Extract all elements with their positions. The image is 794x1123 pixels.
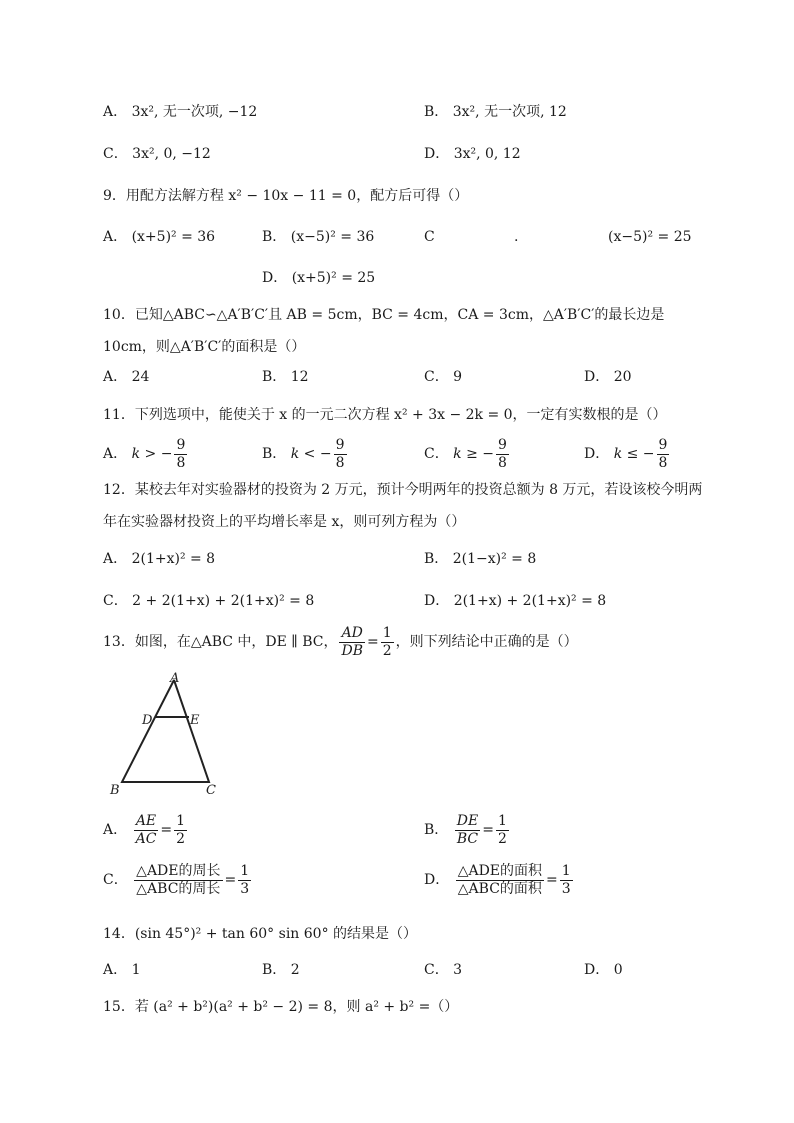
q14-stem: 14．(sin 45°)² + tan 60° sin 60° 的结果是（） xyxy=(103,926,418,942)
triangle-figure xyxy=(106,670,226,804)
triangle-outline xyxy=(122,680,209,782)
q11-option-a: A． k > − $\frac{9}{8}$ xyxy=(103,436,186,471)
q9-stem: 9．用配方法解方程 x² − 10x − 11 = 0，配方后可得（） xyxy=(103,188,469,204)
q9-option-a: A． (x+5)² = 36 xyxy=(103,229,216,245)
q11-stem: 11．下列选项中，能使关于 x 的一元二次方程 x² + 3x − 2k = 0，一定有实数根的是（） xyxy=(103,407,667,423)
q13-stem-fraction: $\frac{AD}{DB}$ xyxy=(341,624,363,659)
q8-option-d: D． 3x², 0, 12 xyxy=(424,146,521,162)
q11-fraction-d: $\frac{9}{8}$ xyxy=(658,436,668,471)
q11-option-c: C． k ≥ − $\frac{9}{8}$ xyxy=(424,436,507,471)
q13-option-c: C． $\frac{\text{△ADE的周长}}{\text{△ABC的周长}}$ = $\frac{1}{3}$ xyxy=(103,862,250,897)
q11-fraction-b: $\frac{9}{8}$ xyxy=(335,436,345,471)
q14-option-b: B． 2 xyxy=(262,962,300,978)
q13-stem: 13．如图，在△ABC 中，DE ∥ BC， $\frac{AD}{DB}$ = $\frac{1}{2}$ ，则下列结论中正确的是（） xyxy=(103,624,578,659)
q10-stem-line2: 10cm，则△A′B′C′的面积是（） xyxy=(103,339,306,355)
q12-option-d: D． 2(1+x) + 2(1+x)² = 8 xyxy=(424,593,607,609)
label-vertex-c: C xyxy=(206,783,216,798)
q10-option-a: A． 24 xyxy=(103,369,150,385)
q11-fraction-c: $\frac{9}{8}$ xyxy=(498,436,507,471)
q14-option-d: D． 0 xyxy=(584,962,623,978)
q9-option-d: D． (x+5)² = 25 xyxy=(262,270,376,286)
q9-option-c-dot: . xyxy=(514,229,519,245)
q12-option-b: B． 2(1−x)² = 8 xyxy=(424,551,537,567)
q10-option-d: D． 20 xyxy=(584,369,632,385)
q9-option-c: (x−5)² = 25 xyxy=(608,229,692,245)
q9-option-b: B． (x−5)² = 36 xyxy=(262,229,375,245)
q11-option-d: D． k ≤ − $\frac{9}{8}$ xyxy=(584,436,668,471)
q14-option-a: A． 1 xyxy=(103,962,141,978)
q12-option-c: C． 2 + 2(1+x) + 2(1+x)² = 8 xyxy=(103,593,315,609)
q14-option-c: C． 3 xyxy=(424,962,463,978)
q13-option-a: A． $\frac{AE}{AC}$ = $\frac{1}{2}$ xyxy=(103,812,186,847)
q15-stem: 15．若 (a² + b²)(a² + b² − 2) = 8，则 a² + b² =（） xyxy=(103,999,459,1015)
label-vertex-b: B xyxy=(110,783,120,798)
q10-stem-line1: 10．已知△ABC∽△A′B′C′且 AB = 5cm，BC = 4cm，CA = 3cm，△A′B′C′的最长边是 xyxy=(103,307,665,323)
q8-option-c: C． 3x², 0, −12 xyxy=(103,146,211,162)
q11-fraction-a: $\frac{9}{8}$ xyxy=(176,436,186,471)
q13-stem-ratio: $\frac{1}{2}$ xyxy=(382,624,392,659)
q10-option-b: B． 12 xyxy=(262,369,309,385)
q10-option-c: C． 9 xyxy=(424,369,463,385)
label-point-d: D xyxy=(142,713,153,728)
q9-option-c-label: C xyxy=(424,229,435,245)
label-point-e: E xyxy=(190,713,200,728)
q13-option-d: D． $\frac{\text{△ADE的面积}}{\text{△ABC的面积}}$ = $\frac{1}{3}$ xyxy=(424,862,571,897)
q8-option-a: A． 3x², 无一次项, −12 xyxy=(103,104,258,120)
q8-option-b: B． 3x², 无一次项, 12 xyxy=(424,104,567,120)
q12-stem-line2: 年在实验器材投资上的平均增长率是 x，则可列方程为（） xyxy=(103,514,466,530)
q11-option-b: B． k < − $\frac{9}{8}$ xyxy=(262,436,345,471)
label-vertex-a: A xyxy=(170,671,180,686)
q12-stem-line1: 12．某校去年对实验器材的投资为 2 万元，预计今明两年的投资总额为 8 万元，若设该校今明两 xyxy=(103,482,703,498)
q13-option-b: B． $\frac{DE}{BC}$ = $\frac{1}{2}$ xyxy=(424,812,507,847)
q12-option-a: A． 2(1+x)² = 8 xyxy=(103,551,216,567)
